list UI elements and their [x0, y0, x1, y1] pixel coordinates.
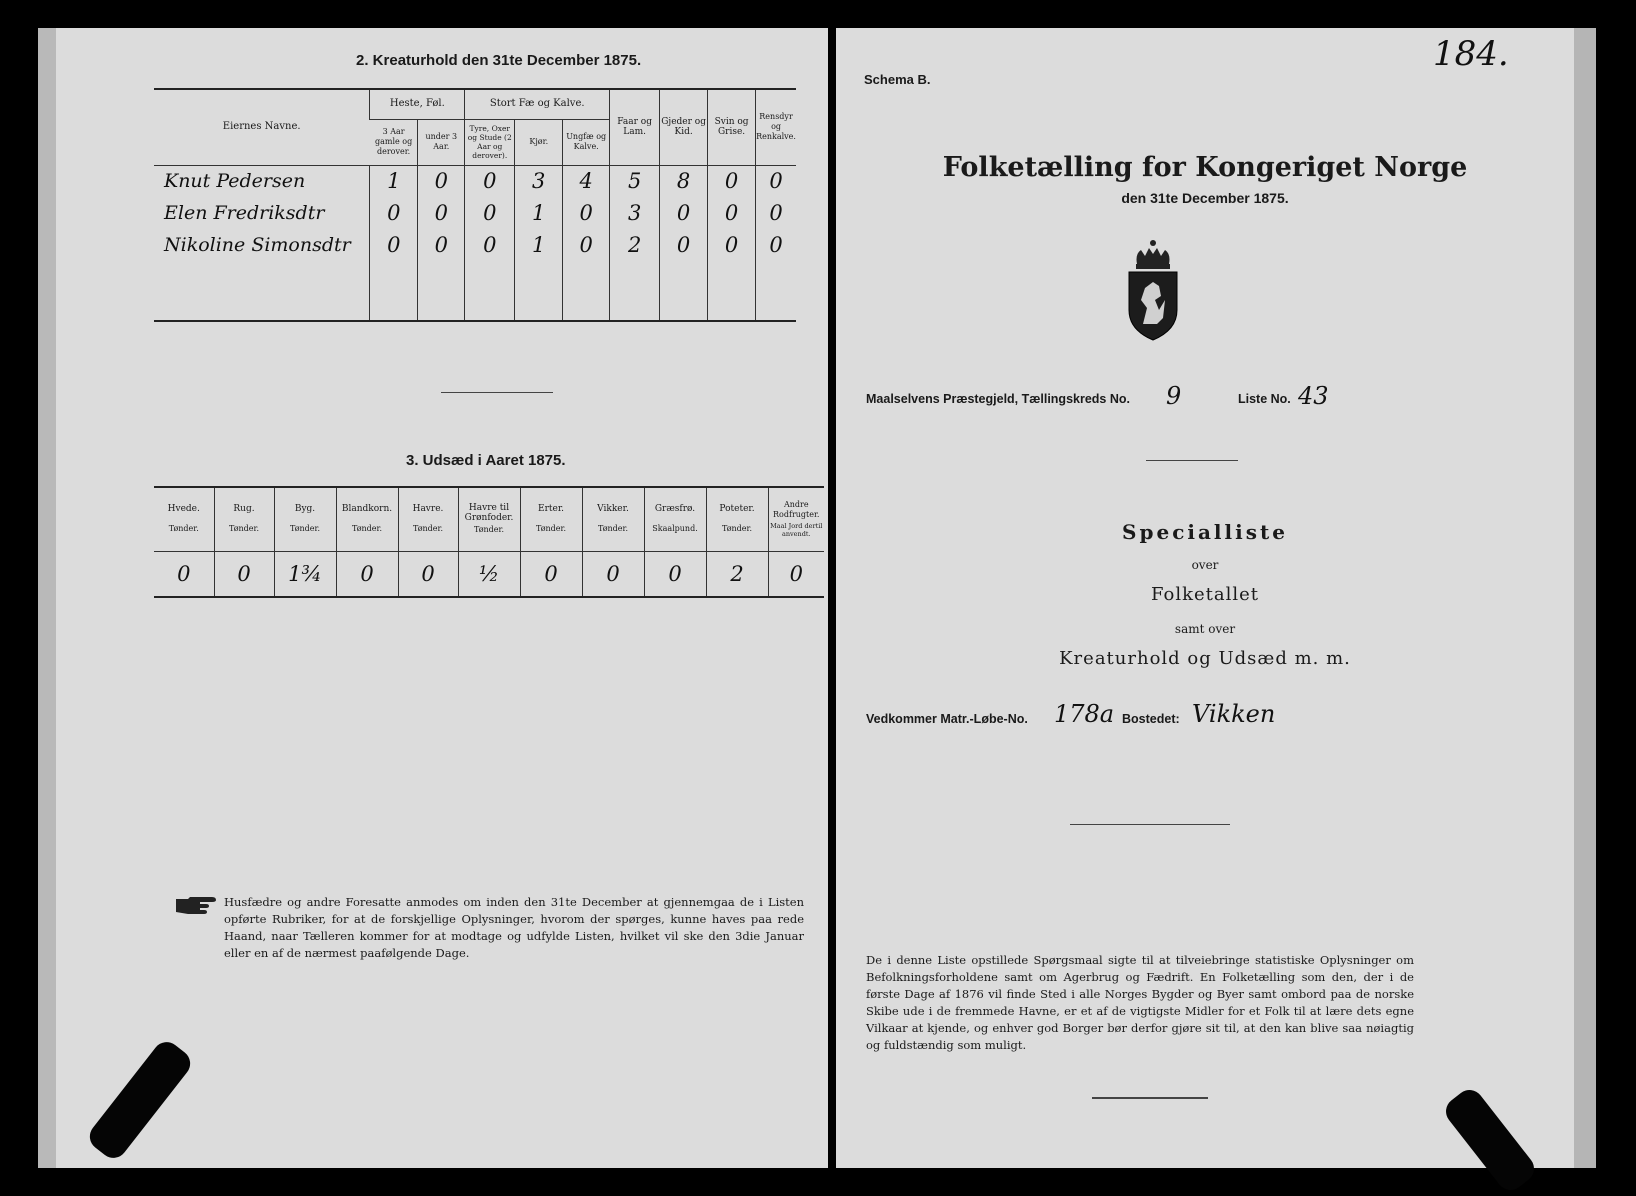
- cell: 2: [610, 229, 660, 261]
- bosted-label: Bostedet:: [1122, 712, 1180, 726]
- header-cattle-a: Tyre, Oxer og Stude (2 Aar og derover).: [465, 119, 515, 165]
- matr-number: 178a: [1054, 700, 1115, 728]
- seed-header: Andre Rodfrugter. Maal Jord dertil anvendt.: [768, 487, 824, 551]
- section2-title: 2. Kreaturhold den 31te December 1875.: [356, 52, 642, 69]
- pointing-hand-icon: [174, 894, 218, 920]
- subtitle: den 31te December 1875.: [1121, 190, 1289, 206]
- header-pigs: Svin og Grise.: [708, 89, 756, 165]
- cell: 0: [582, 551, 644, 597]
- divider: [1146, 460, 1238, 461]
- schema-label: Schema B.: [864, 72, 931, 87]
- cell: 0: [563, 197, 610, 229]
- seed-header: Byg. Tønder.: [274, 487, 336, 551]
- header-goats: Gjeder og Kid.: [660, 89, 708, 165]
- seed-table: [154, 486, 824, 598]
- table-row: [154, 291, 796, 321]
- cell: 1: [515, 197, 563, 229]
- cell: 5: [610, 165, 660, 197]
- norway-coat-of-arms-icon: [1123, 238, 1183, 346]
- table-row: [154, 165, 796, 197]
- cell: 0: [465, 197, 515, 229]
- seed-header: Rug. Tønder.: [214, 487, 274, 551]
- header-cattle-b: Kjør.: [515, 119, 563, 165]
- cell: 1: [370, 165, 418, 197]
- divider: [1070, 824, 1230, 825]
- owner-name: Knut Pedersen: [164, 170, 306, 193]
- left-page: [38, 28, 828, 1168]
- header-horses-a: 3 Aar gamle og derover.: [374, 127, 413, 156]
- cell: 0: [520, 551, 582, 597]
- cell: 0: [756, 197, 796, 229]
- cell: 0: [418, 229, 465, 261]
- list-number: 43: [1298, 382, 1329, 410]
- cell: 0: [660, 229, 708, 261]
- page-number: 184.: [1433, 34, 1509, 74]
- over-text: over: [1191, 558, 1219, 572]
- cell: 1¾: [274, 551, 336, 597]
- cell: 0: [756, 229, 796, 261]
- cell: 0: [418, 197, 465, 229]
- table-row: [154, 229, 796, 261]
- owner-name: Nikoline Simonsdtr: [164, 234, 351, 256]
- header-cattle-c: Ungfæ og Kalve.: [563, 119, 610, 165]
- seed-header: Havre. Tønder.: [398, 487, 458, 551]
- cell: ½: [458, 551, 520, 597]
- cell: 2: [706, 551, 768, 597]
- divider: [1092, 1097, 1208, 1099]
- samt-over-text: samt over: [1174, 622, 1236, 636]
- cell: 3: [515, 165, 563, 197]
- cell: 8: [660, 165, 708, 197]
- instruction-note: Husfædre og andre Foresatte anmodes om inden den 31te December at gjennemgaa de i Listen opførte Rubriker, for at de forskjellige Oplysninger, hvorom der spørges, kunne haves paa rede Haand, naar Tælleren kommer for at modtage og udfylde Listen, hvilket vil ske den 3die Januar eller en af de nærmest paafølgende Dage.: [224, 895, 804, 960]
- right-page: [836, 28, 1596, 1168]
- seed-header: Vikker. Tønder.: [582, 487, 644, 551]
- header-sheep: Faar og Lam.: [610, 89, 660, 165]
- seed-header: Græsfrø. Skaalpund.: [644, 487, 706, 551]
- specialliste-title: Specialliste: [1122, 520, 1288, 544]
- cell: 0: [370, 197, 418, 229]
- main-title: Folketælling for Kongeriget Norge: [942, 152, 1468, 183]
- cell: 0: [756, 165, 796, 197]
- cell: 0: [398, 551, 458, 597]
- seed-header: Erter. Tønder.: [520, 487, 582, 551]
- cell: 0: [660, 197, 708, 229]
- table-row: [154, 197, 796, 229]
- district-number: 9: [1166, 382, 1182, 410]
- cell: 0: [418, 165, 465, 197]
- cell: 0: [768, 551, 824, 597]
- cell: 0: [708, 165, 756, 197]
- cell: 0: [177, 561, 191, 586]
- cell: 0: [465, 165, 515, 197]
- cell: 0: [708, 229, 756, 261]
- seed-header: Poteter. Tønder.: [706, 487, 768, 551]
- header-reindeer: Rensdyr og Renkalve.: [756, 89, 796, 165]
- cell: 0: [563, 229, 610, 261]
- cell: 3: [610, 197, 660, 229]
- section3-title: 3. Udsæd i Aaret 1875.: [406, 452, 566, 469]
- table-row: [154, 261, 796, 291]
- seed-header: Havre til Grønfoder. Tønder.: [458, 487, 520, 551]
- cell: 0: [336, 551, 398, 597]
- cell: 4: [563, 165, 610, 197]
- footer-text: De i denne Liste opstillede Spørgsmaal sigte til at tilveiebringe statistiske Oplysninger om Befolkningsforholdene samt om Agerbrug og Fædrift. En Folketælling som den, der i de første Dage af 1876 vil finde Sted i alle Norges Bygder og Byer samt ombord paa de norske Skibe ude i de fremmede Havne, er et af de vigtigste Midler for et Folk til at lære dets egne Vilkaar at kjende, og enhver god Borger bør derfor gjøre sit til, at den kan blive saa nøiagtig og fuldstændig som muligt.: [866, 953, 1414, 1052]
- parish-label: Maalselvens Præstegjeld, Tællingskreds No.: [866, 392, 1130, 406]
- cell: 0: [644, 551, 706, 597]
- livestock-table: [154, 88, 796, 322]
- seed-header: Hvede. Tønder.: [167, 504, 200, 534]
- header-horses-b: under 3 Aar.: [418, 119, 465, 165]
- divider: [441, 392, 553, 393]
- cell: 0: [708, 197, 756, 229]
- kreaturhold-text: Kreaturhold og Udsæd m. m.: [1059, 648, 1351, 669]
- folketallet-text: Folketallet: [1150, 584, 1260, 605]
- table-row: [154, 551, 824, 597]
- header-horses: Heste, Føl.: [370, 89, 465, 119]
- matr-label: Vedkommer Matr.-Løbe-No.: [866, 712, 1028, 726]
- cell: 1: [515, 229, 563, 261]
- seed-header: Blandkorn. Tønder.: [336, 487, 398, 551]
- bosted-value: Vikken: [1192, 700, 1276, 728]
- owner-name: Elen Fredriksdtr: [164, 202, 325, 224]
- cell: 0: [465, 229, 515, 261]
- cell: 0: [370, 229, 418, 261]
- cell: 0: [214, 551, 274, 597]
- header-cattle: Stort Fæ og Kalve.: [465, 89, 610, 119]
- list-label: Liste No.: [1238, 392, 1291, 406]
- header-owner: Eiernes Navne.: [222, 121, 301, 133]
